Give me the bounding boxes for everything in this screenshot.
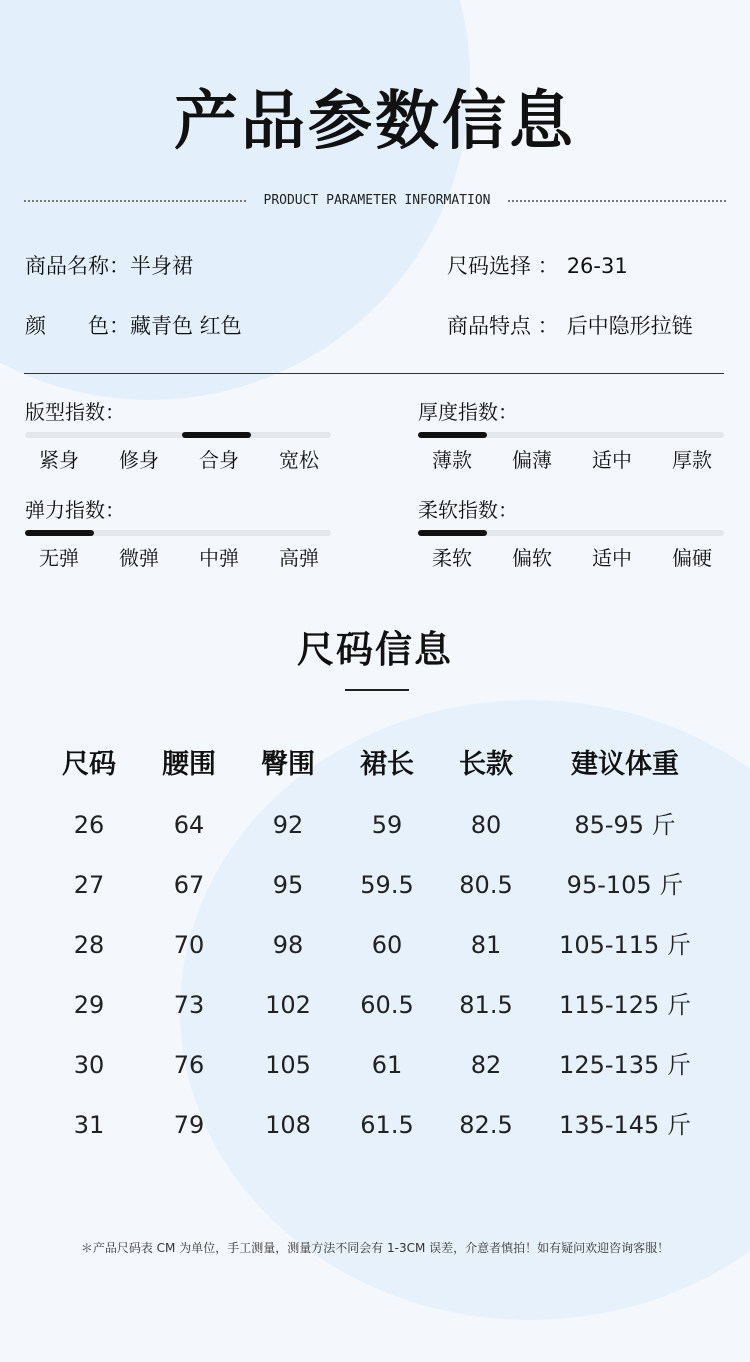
table-row <box>0 860 750 910</box>
table-cell: 27 <box>73 871 105 899</box>
table-cell: 30 <box>73 1051 105 1079</box>
table-cell: 61.5 <box>360 1111 414 1139</box>
thickness-index-option: 薄款 <box>432 448 472 472</box>
table-header-cell: 臀围 <box>261 749 315 780</box>
table-cell: 29 <box>73 991 105 1019</box>
product-color-label: 颜 色： <box>25 314 130 338</box>
table-cell: 102 <box>265 991 311 1019</box>
thickness-index-option: 厚款 <box>672 448 712 472</box>
table-cell: 59.5 <box>360 871 414 899</box>
thickness-index-option: 适中 <box>592 448 632 472</box>
product-feature <box>447 311 693 341</box>
table-cell: 81 <box>470 931 502 959</box>
table-row <box>0 980 750 1030</box>
elasticity-index-title: 弹力指数： <box>25 498 125 522</box>
table-cell: 105-115 斤 <box>559 931 691 959</box>
table-cell: 79 <box>173 1111 205 1139</box>
softness-index-option: 柔软 <box>432 546 472 570</box>
size-range-label: 尺码选择 ： <box>447 254 559 278</box>
table-cell: 60 <box>371 931 403 959</box>
product-name-label: 商品名称： <box>25 254 130 278</box>
table-cell: 80 <box>470 811 502 839</box>
table-cell: 82.5 <box>459 1111 513 1139</box>
table-cell: 81.5 <box>459 991 513 1019</box>
table-row <box>0 1100 750 1150</box>
table-header-cell: 尺码 <box>62 749 116 780</box>
page-subtitle: PRODUCT PARAMETER INFORMATION <box>263 193 491 208</box>
elasticity-index-option: 无弹 <box>39 546 79 570</box>
softness-index-option: 适中 <box>592 546 632 570</box>
size-section-underline <box>345 689 409 691</box>
product-color-value: 藏青色 红色 <box>130 314 242 338</box>
softness-index-indicator <box>418 530 487 536</box>
table-cell: 70 <box>173 931 205 959</box>
table-cell: 95 <box>272 871 304 899</box>
table-cell: 60.5 <box>360 991 414 1019</box>
table-cell: 82 <box>470 1051 502 1079</box>
table-header-cell: 裙长 <box>360 749 414 780</box>
elasticity-index-indicator <box>25 530 94 536</box>
table-cell: 61 <box>371 1051 403 1079</box>
fit-index-options <box>19 445 339 475</box>
page-title: 产品参数信息 <box>174 85 576 159</box>
thickness-index-track <box>418 432 724 438</box>
info-divider <box>24 373 724 374</box>
softness-index-title: 柔软指数： <box>418 498 518 522</box>
table-header-cell: 建议体重 <box>571 749 679 780</box>
fit-index-track <box>25 432 331 438</box>
table-cell: 92 <box>272 811 304 839</box>
thickness-index-indicator <box>418 432 487 438</box>
size-note: ＊产品尺码表 CM 为单位，手工测量，测量方法不同会有 1-3CM 误差，介意者慎拍！如有疑问欢迎咨询客服！ <box>80 1241 670 1255</box>
table-cell: 64 <box>173 811 205 839</box>
thickness-index-option: 偏薄 <box>512 448 552 472</box>
elasticity-index-track <box>25 530 331 536</box>
product-name <box>25 251 193 281</box>
table-cell: 85-95 斤 <box>574 811 676 839</box>
product-color <box>25 311 242 341</box>
fit-index-option: 修身 <box>119 448 159 472</box>
softness-index-option: 偏硬 <box>672 546 712 570</box>
table-cell: 31 <box>73 1111 105 1139</box>
fit-index-option: 合身 <box>199 448 239 472</box>
table-header-row <box>0 740 750 790</box>
table-cell: 135-145 斤 <box>559 1111 691 1139</box>
subtitle-divider-right <box>508 200 726 202</box>
fit-index-indicator <box>182 432 251 438</box>
table-cell: 28 <box>73 931 105 959</box>
size-section-title: 尺码信息 <box>297 628 453 671</box>
table-row <box>0 1040 750 1090</box>
table-cell: 105 <box>265 1051 311 1079</box>
table-cell: 67 <box>173 871 205 899</box>
elasticity-index-options <box>19 543 339 573</box>
table-header-cell: 长款 <box>459 749 513 780</box>
size-range-value: 26-31 <box>566 254 628 278</box>
table-cell: 80.5 <box>459 871 513 899</box>
softness-index-option: 偏软 <box>512 546 552 570</box>
table-cell: 98 <box>272 931 304 959</box>
subtitle-divider-left <box>24 200 246 202</box>
elasticity-index-option: 微弹 <box>119 546 159 570</box>
table-header-cell: 腰围 <box>162 749 216 780</box>
thickness-index-options <box>412 445 732 475</box>
product-name-value: 半身裙 <box>130 254 193 278</box>
elasticity-index-option: 中弹 <box>199 546 239 570</box>
table-cell: 26 <box>73 811 105 839</box>
table-cell: 115-125 斤 <box>559 991 691 1019</box>
table-cell: 76 <box>173 1051 205 1079</box>
fit-index-option: 紧身 <box>39 448 79 472</box>
table-cell: 125-135 斤 <box>559 1051 691 1079</box>
thickness-index-title: 厚度指数： <box>418 400 518 424</box>
size-range <box>447 251 628 281</box>
table-cell: 59 <box>371 811 403 839</box>
fit-index-title: 版型指数： <box>25 400 125 424</box>
table-row <box>0 800 750 850</box>
table-row <box>0 920 750 970</box>
softness-index-track <box>418 530 724 536</box>
elasticity-index-option: 高弹 <box>279 546 319 570</box>
table-cell: 95-105 斤 <box>566 871 684 899</box>
product-feature-label: 商品特点 ： <box>447 314 559 338</box>
table-cell: 73 <box>173 991 205 1019</box>
product-feature-value: 后中隐形拉链 <box>566 314 693 338</box>
table-cell: 108 <box>265 1111 311 1139</box>
fit-index-option: 宽松 <box>279 448 319 472</box>
softness-index-options <box>412 543 732 573</box>
